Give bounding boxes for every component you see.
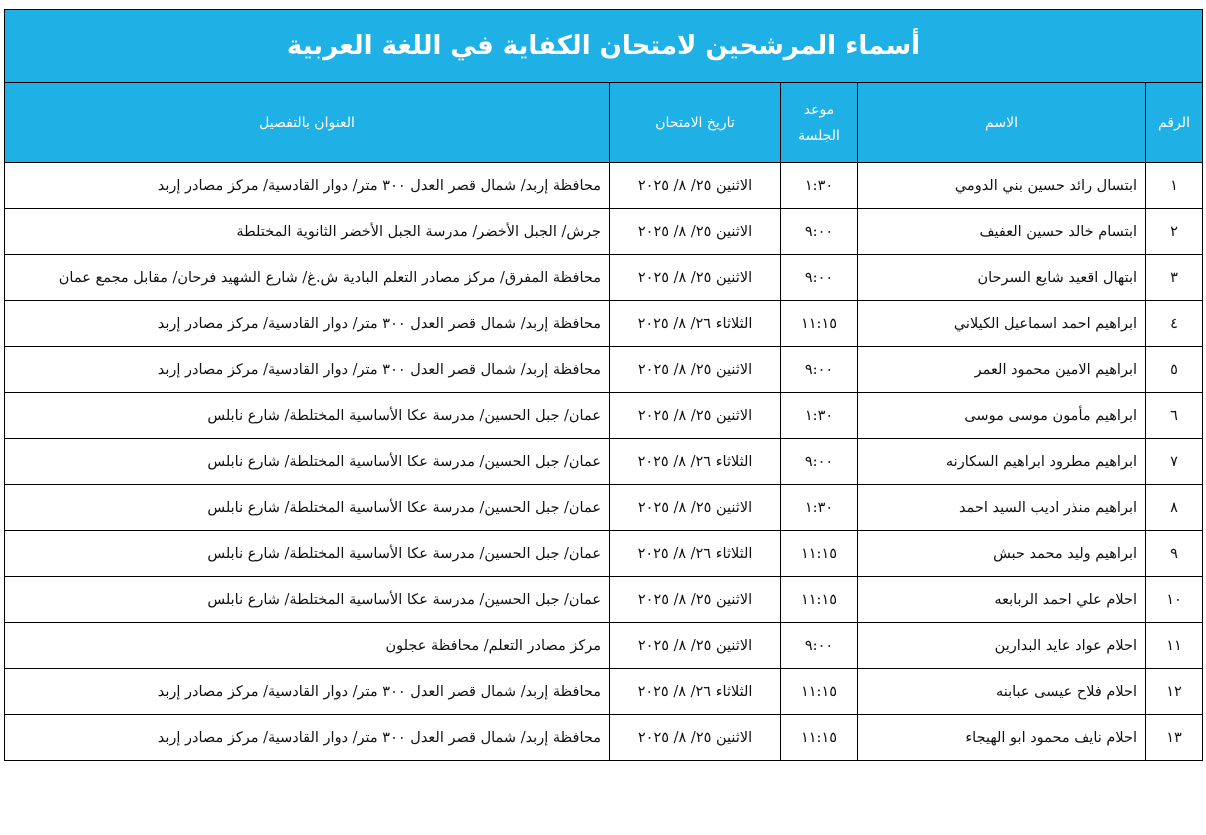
row-date: الثلاثاء ٢٦/ ٨/ ٢٠٢٥: [610, 301, 781, 347]
row-date: الثلاثاء ٢٦/ ٨/ ٢٠٢٥: [610, 531, 781, 577]
row-address: عمان/ جبل الحسين/ مدرسة عكا الأساسية المختلطة/ شارع نابلس: [5, 393, 610, 439]
row-number: ٥: [1146, 347, 1203, 393]
table-row: [5, 623, 1203, 669]
row-name: ابتسال رائد حسين بني الدومي: [858, 163, 1146, 209]
row-session: ١:٣٠: [781, 393, 858, 439]
table-row: [5, 715, 1203, 761]
row-number: ٨: [1146, 485, 1203, 531]
header-number: الرقم: [1146, 83, 1203, 163]
table-row: [5, 439, 1203, 485]
table-row: [5, 531, 1203, 577]
table-row: [5, 255, 1203, 301]
row-session: ١١:١٥: [781, 301, 858, 347]
table-row: [5, 347, 1203, 393]
table-body: [5, 163, 1203, 761]
row-date: الاثنين ٢٥/ ٨/ ٢٠٢٥: [610, 163, 781, 209]
header-date: تاريخ الامتحان: [610, 83, 781, 163]
row-address: عمان/ جبل الحسين/ مدرسة عكا الأساسية المختلطة/ شارع نابلس: [5, 485, 610, 531]
row-address: محافظة المفرق/ مركز مصادر التعلم البادية ش.غ/ شارع الشهيد فرحان/ مقابل مجمع عمان: [5, 255, 610, 301]
row-name: ابراهيم منذر اديب السيد احمد: [858, 485, 1146, 531]
row-number: ٦: [1146, 393, 1203, 439]
candidates-sheet: [4, 9, 1202, 761]
header-name: الاسم: [858, 83, 1146, 163]
row-date: الثلاثاء ٢٦/ ٨/ ٢٠٢٥: [610, 439, 781, 485]
row-number: ١٣: [1146, 715, 1203, 761]
row-date: الاثنين ٢٥/ ٨/ ٢٠٢٥: [610, 577, 781, 623]
header-address: العنوان بالتفصيل: [5, 83, 610, 163]
header-session: موعد الجلسة: [781, 83, 858, 163]
title-row: [5, 10, 1203, 83]
row-session: ١١:١٥: [781, 669, 858, 715]
row-address: عمان/ جبل الحسين/ مدرسة عكا الأساسية المختلطة/ شارع نابلس: [5, 577, 610, 623]
row-session: ٩:٠٠: [781, 623, 858, 669]
row-name: ابراهيم وليد محمد حبش: [858, 531, 1146, 577]
row-name: احلام علي احمد الربابعه: [858, 577, 1146, 623]
row-name: ابتهال اقعيد شايع السرحان: [858, 255, 1146, 301]
table-row: [5, 301, 1203, 347]
row-session: ٩:٠٠: [781, 347, 858, 393]
row-number: ٩: [1146, 531, 1203, 577]
row-number: ١١: [1146, 623, 1203, 669]
row-name: ابراهيم مأمون موسى موسى: [858, 393, 1146, 439]
table-row: [5, 485, 1203, 531]
table-row: [5, 209, 1203, 255]
row-date: الاثنين ٢٥/ ٨/ ٢٠٢٥: [610, 623, 781, 669]
table-row: [5, 669, 1203, 715]
row-address: محافظة إربد/ شمال قصر العدل ٣٠٠ متر/ دوار القادسية/ مركز مصادر إربد: [5, 347, 610, 393]
table-row: [5, 163, 1203, 209]
row-address: جرش/ الجبل الأخضر/ مدرسة الجبل الأخضر الثانوية المختلطة: [5, 209, 610, 255]
table-row: [5, 393, 1203, 439]
row-session: ٩:٠٠: [781, 439, 858, 485]
row-name: ابراهيم احمد اسماعيل الكيلاني: [858, 301, 1146, 347]
row-session: ١١:١٥: [781, 715, 858, 761]
row-date: الاثنين ٢٥/ ٨/ ٢٠٢٥: [610, 393, 781, 439]
row-address: محافظة إربد/ شمال قصر العدل ٣٠٠ متر/ دوار القادسية/ مركز مصادر إربد: [5, 163, 610, 209]
row-number: ٢: [1146, 209, 1203, 255]
row-address: محافظة إربد/ شمال قصر العدل ٣٠٠ متر/ دوار القادسية/ مركز مصادر إربد: [5, 301, 610, 347]
row-session: ١:٣٠: [781, 485, 858, 531]
row-name: احلام نايف محمود ابو الهيجاء: [858, 715, 1146, 761]
row-address: محافظة إربد/ شمال قصر العدل ٣٠٠ متر/ دوار القادسية/ مركز مصادر إربد: [5, 715, 610, 761]
row-address: عمان/ جبل الحسين/ مدرسة عكا الأساسية المختلطة/ شارع نابلس: [5, 439, 610, 485]
table-row: [5, 577, 1203, 623]
row-date: الاثنين ٢٥/ ٨/ ٢٠٢٥: [610, 485, 781, 531]
row-session: ١:٣٠: [781, 163, 858, 209]
row-name: ابراهيم الامين محمود العمر: [858, 347, 1146, 393]
row-number: ١٢: [1146, 669, 1203, 715]
row-number: ١: [1146, 163, 1203, 209]
row-number: ٣: [1146, 255, 1203, 301]
row-name: ابتسام خالد حسين العفيف: [858, 209, 1146, 255]
row-date: الاثنين ٢٥/ ٨/ ٢٠٢٥: [610, 347, 781, 393]
row-address: مركز مصادر التعلم/ محافظة عجلون: [5, 623, 610, 669]
row-address: عمان/ جبل الحسين/ مدرسة عكا الأساسية المختلطة/ شارع نابلس: [5, 531, 610, 577]
row-session: ٩:٠٠: [781, 255, 858, 301]
row-date: الثلاثاء ٢٦/ ٨/ ٢٠٢٥: [610, 669, 781, 715]
row-name: احلام فلاح عيسى عبابنه: [858, 669, 1146, 715]
row-session: ٩:٠٠: [781, 209, 858, 255]
row-number: ٧: [1146, 439, 1203, 485]
row-date: الاثنين ٢٥/ ٨/ ٢٠٢٥: [610, 715, 781, 761]
row-address: محافظة إربد/ شمال قصر العدل ٣٠٠ متر/ دوار القادسية/ مركز مصادر إربد: [5, 669, 610, 715]
row-session: ١١:١٥: [781, 531, 858, 577]
row-name: ابراهيم مطرود ابراهيم السكارنه: [858, 439, 1146, 485]
row-date: الاثنين ٢٥/ ٨/ ٢٠٢٥: [610, 255, 781, 301]
row-number: ٤: [1146, 301, 1203, 347]
row-session: ١١:١٥: [781, 577, 858, 623]
header-row: [5, 83, 1203, 163]
candidates-table: [4, 9, 1203, 761]
row-date: الاثنين ٢٥/ ٨/ ٢٠٢٥: [610, 209, 781, 255]
page-title: أسماء المرشحين لامتحان الكفاية في اللغة العربية: [5, 10, 1203, 83]
row-number: ١٠: [1146, 577, 1203, 623]
row-name: احلام عواد عايد البدارين: [858, 623, 1146, 669]
